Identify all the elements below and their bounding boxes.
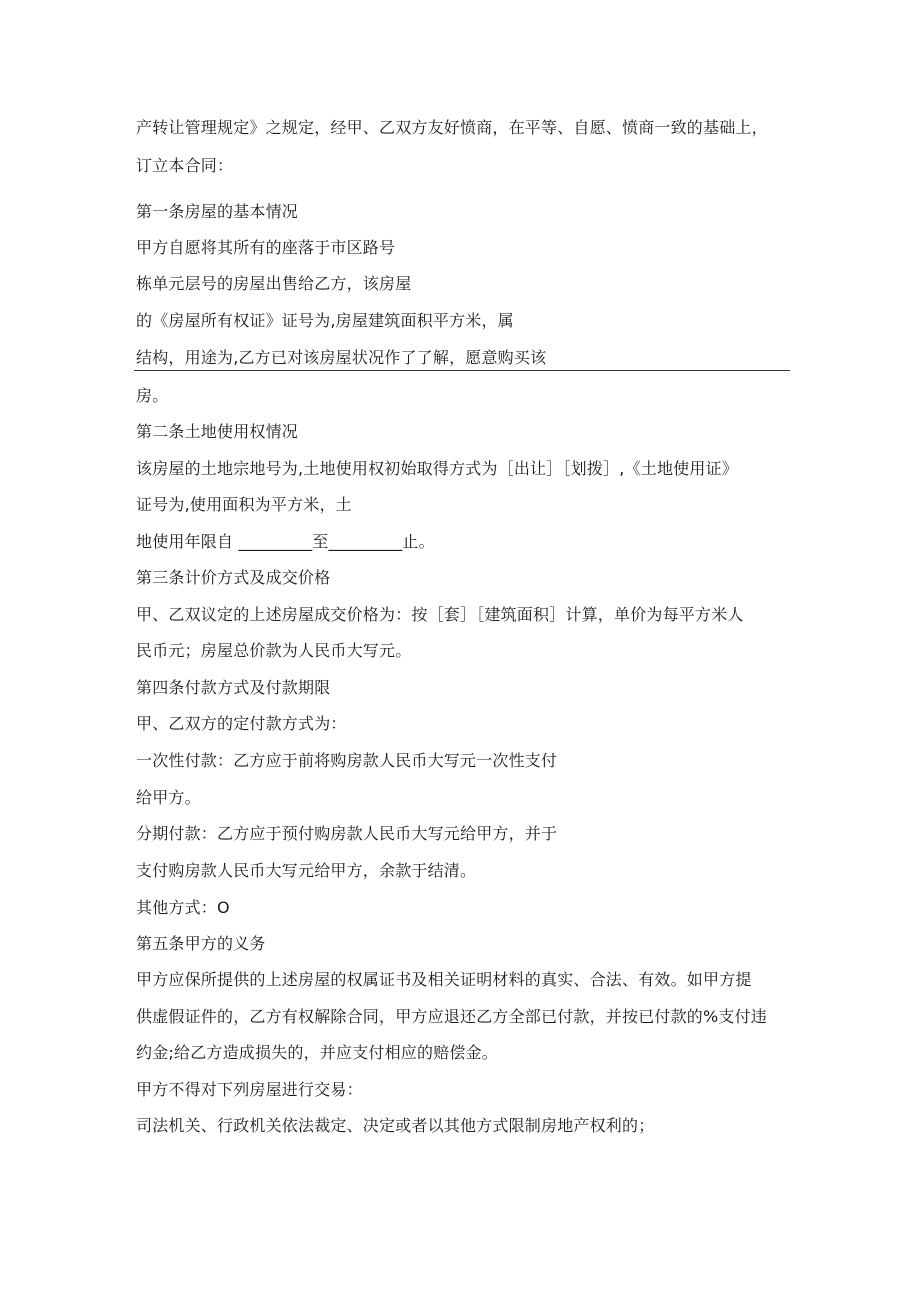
text-line-5: 栋单元层号的房屋出售给乙方，该房屋: [136, 274, 412, 293]
text-line-19: 给甲方。: [136, 788, 201, 807]
text-line-7: 结构，用途为,乙方已对该房屋状况作了了解，愿意购买该: [136, 348, 547, 367]
text-line-22: 其他方式：O: [136, 898, 230, 917]
section-heading-1: 第一条房屋的基本情况: [136, 202, 299, 221]
text-line-20: 分期付款：乙方应于预付购房款人民币大写元给甲方，并于: [136, 824, 558, 843]
text-line-12: 地使用年限自 _________至_________止。: [136, 532, 435, 551]
horizontal-rule: [134, 370, 790, 371]
section-heading-2: 第二条土地使用权情况: [136, 422, 299, 441]
text-line-4: 甲方自愿将其所有的座落于市区路号: [136, 238, 396, 257]
text-line-28: 司法机关、行政机关依法裁定、决定或者以其他方式限制房地产权利的；: [136, 1116, 655, 1135]
text-line-24: 甲方应保所提供的上述房屋的权属证书及相关证明材料的真实、合法、有效。如甲方提: [136, 970, 752, 989]
text-line-26: 约金;给乙方造成损失的，并应支付相应的赔偿金。: [136, 1043, 498, 1062]
text-line-11: 证号为,使用面积为平方米，土: [136, 495, 352, 514]
text-line-14: 甲、乙双议定的上述房屋成交价格为：按［套］［建筑面积］计算，单价为每平方米人: [136, 605, 744, 624]
section-heading-4: 第四条付款方式及付款期限: [136, 678, 331, 697]
text-line-18: 一次性付款：乙方应于前将购房款人民币大写元一次性支付: [136, 751, 558, 770]
text-line-17: 甲、乙双方的定付款方式为：: [136, 714, 347, 733]
text-line-27: 甲方不得对下列房屋进行交易：: [136, 1080, 363, 1099]
text-line-2: 订立本合同：: [136, 156, 234, 175]
text-line-10: 该房屋的土地宗地号为,土地使用权初始取得方式为［出让］［划拨］,《土地使用证》: [136, 459, 738, 478]
text-line-15: 民币元；房屋总价款为人民币大写元。: [136, 641, 412, 660]
text-line-21: 支付购房款人民币大写元给甲方，余款于结清。: [136, 861, 477, 880]
text-line-1: 产转让管理规定》之规定，经甲、乙双方友好愤商，在平等、自愿、愤商一致的基础上，: [136, 118, 768, 137]
text-line-8: 房。: [136, 386, 169, 405]
text-line-6: 的《房屋所有权证》证号为,房屋建筑面积平方米，属: [136, 311, 514, 330]
section-heading-3: 第三条计价方式及成交价格: [136, 568, 331, 587]
section-heading-5: 第五条甲方的义务: [136, 934, 266, 953]
text-line-25: 供虚假证件的，乙方有权解除合同，甲方应退还乙方全部已付款，并按已付款的%支付违: [136, 1007, 768, 1026]
